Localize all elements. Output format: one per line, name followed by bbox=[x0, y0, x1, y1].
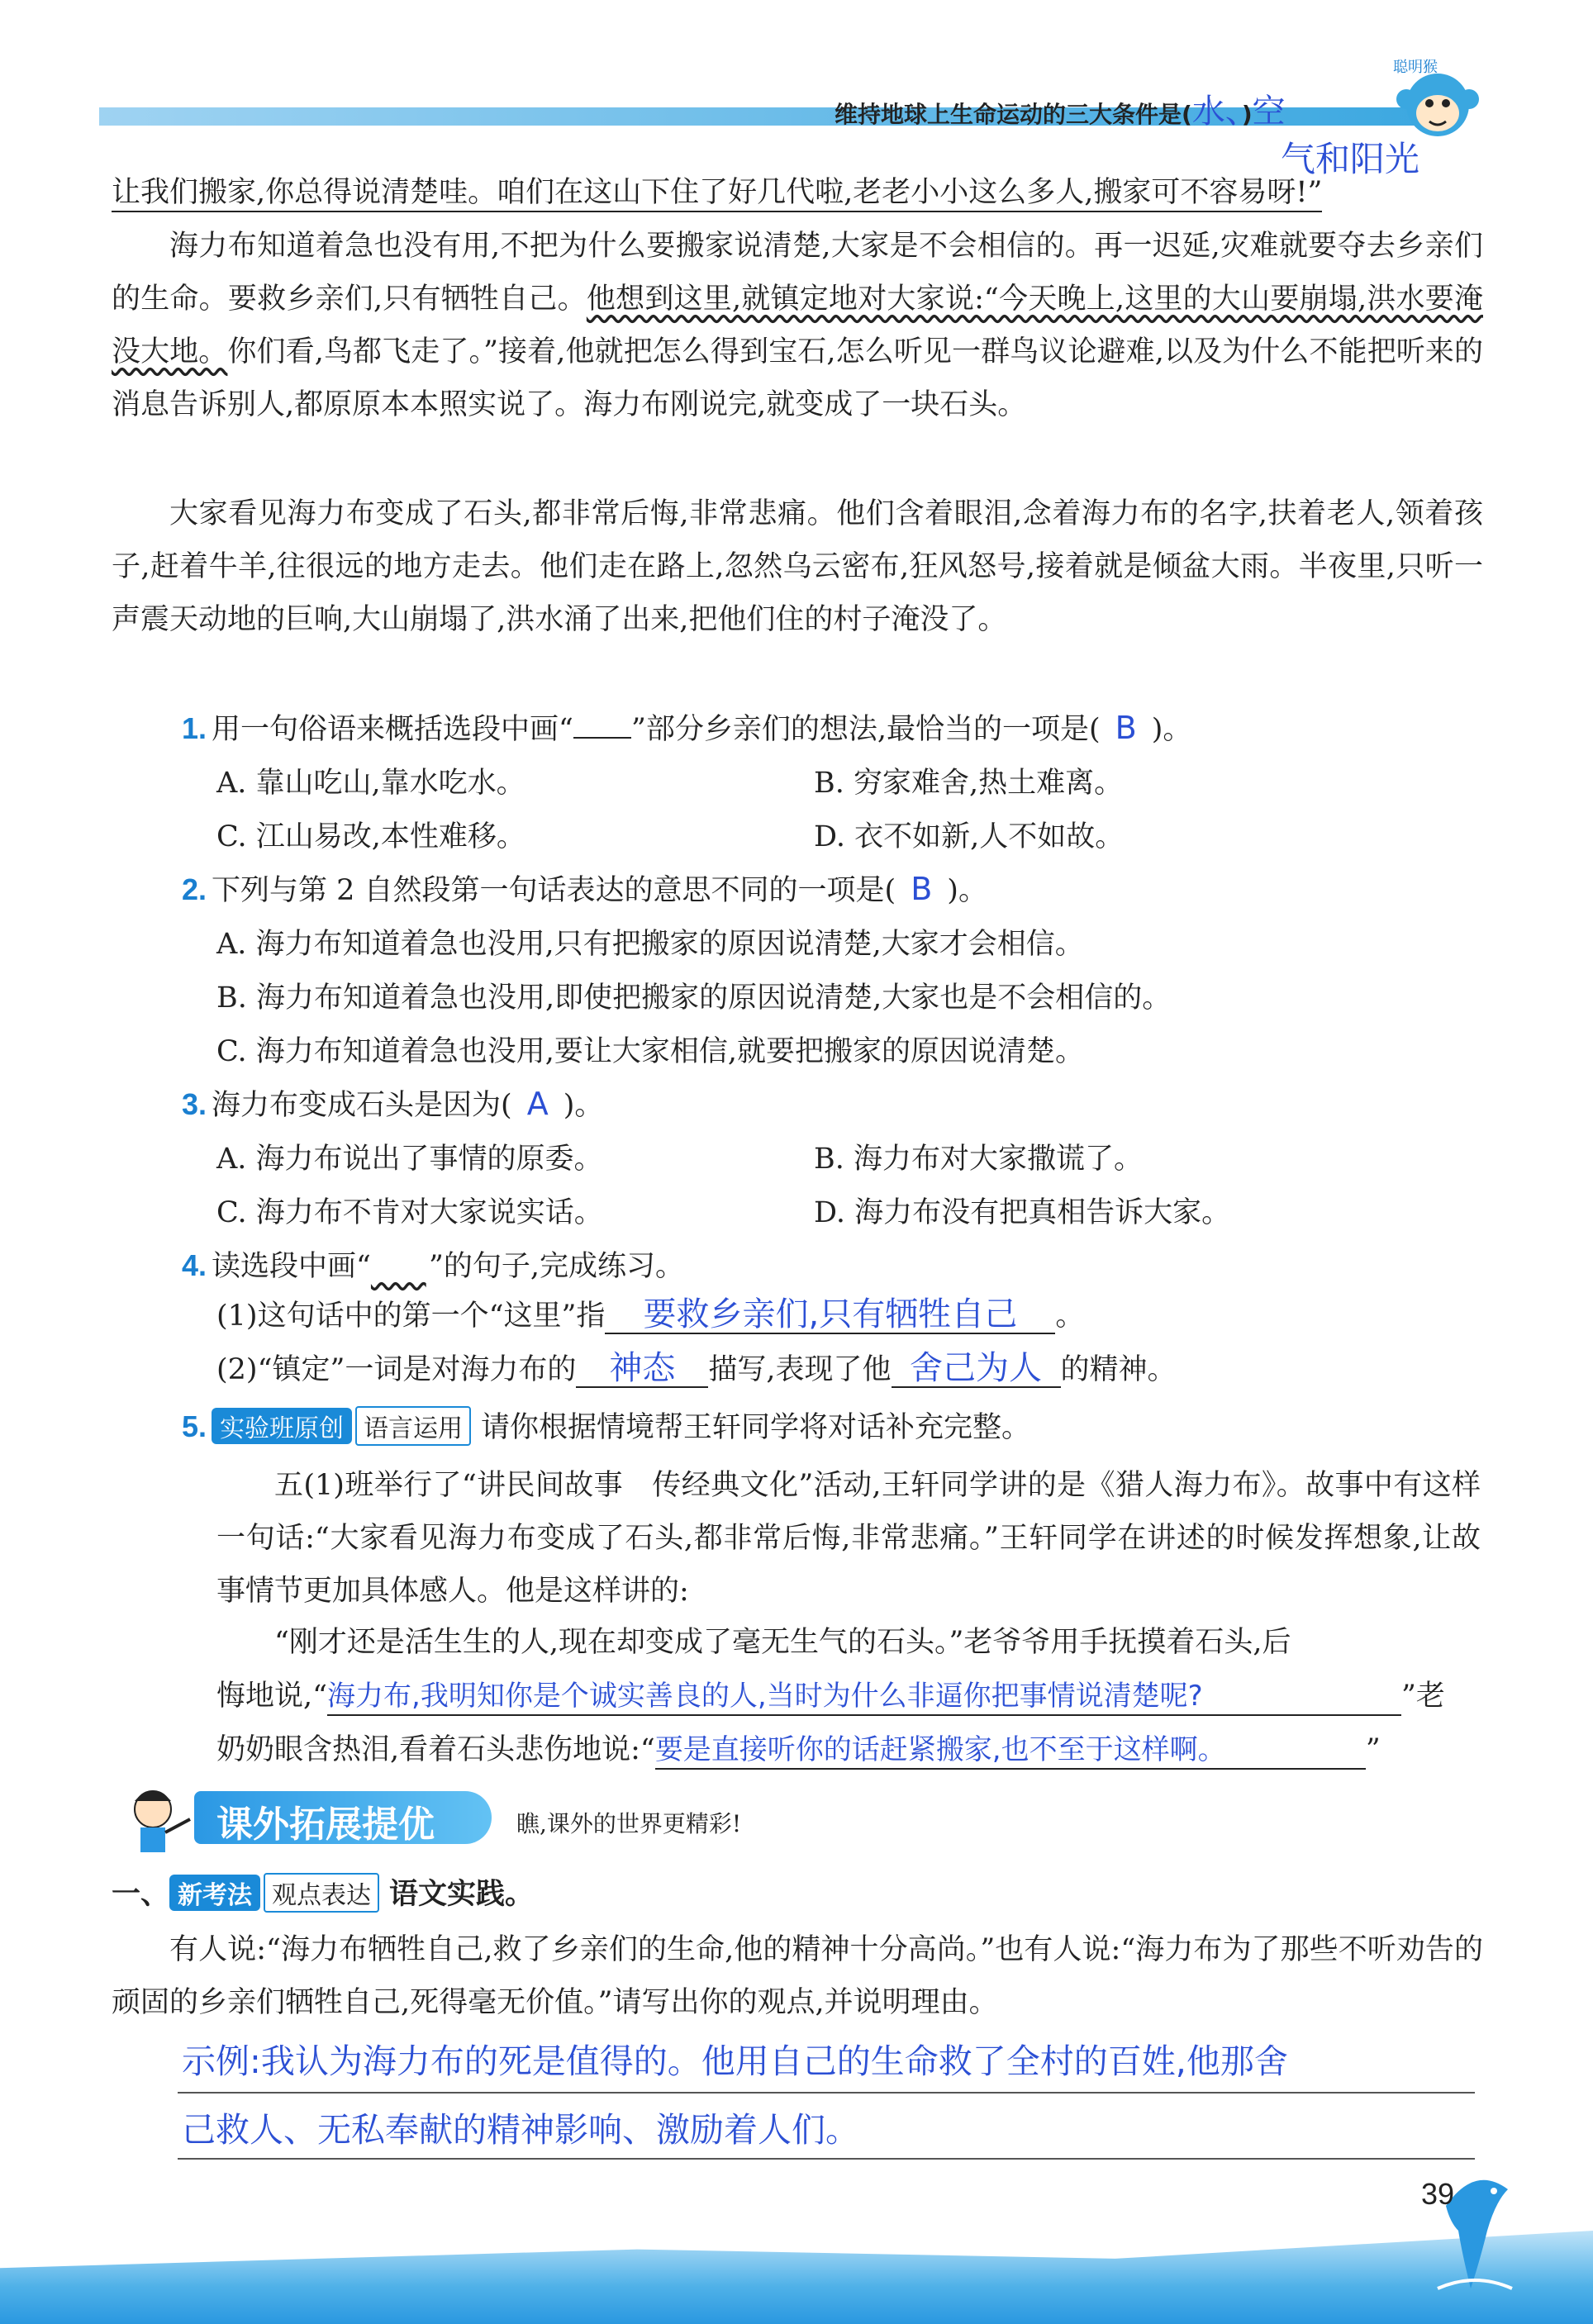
q5-tag-original: 实验班原创 bbox=[212, 1408, 352, 1444]
q4-stem-b: ”的句子,完成练习。 bbox=[428, 1250, 684, 1283]
passage-line-1 bbox=[112, 169, 1322, 211]
q1-number: 1. bbox=[182, 711, 207, 745]
ext-number: 一、 bbox=[112, 1878, 170, 1911]
q4-s1-end: 。 bbox=[1055, 1300, 1085, 1333]
q4-s2-text-b: 描写,表现了他 bbox=[708, 1353, 892, 1386]
q2-option-c: C. 海力布知道着急也没用,要让大家相信,就要把搬家的原因说清楚。 bbox=[216, 1035, 1085, 1068]
q4-sub-2 bbox=[216, 1347, 1177, 1388]
q5-line-1 bbox=[216, 1673, 1445, 1716]
q5-l2-text-a: 奶奶眼含热泪,看着石头悲伤地说:“ bbox=[216, 1733, 655, 1766]
header-tip-answer-cont: 空 bbox=[1252, 93, 1286, 131]
passage-paragraph-2 bbox=[112, 220, 1483, 431]
logo-text: 聪明猴 bbox=[1393, 59, 1438, 76]
question-2 bbox=[182, 867, 987, 909]
page-number: 39 bbox=[1421, 2177, 1455, 2211]
q4-stem-a: 读选段中画“ bbox=[212, 1250, 371, 1283]
q1-answer: B bbox=[1115, 710, 1137, 746]
ext-answer-line-1: 示例:我认为海力布的死是值得的。他用自己的生命救了全村的百姓,他那舍 bbox=[182, 2041, 1288, 2081]
q3-answer: A bbox=[526, 1086, 549, 1122]
header-tip bbox=[835, 85, 1286, 132]
q4-number: 4. bbox=[182, 1248, 207, 1282]
q5-context-2: “刚才还是活生生的人,现在却变成了毫无生气的石头。”老爷爷用手抚摸着石头,后 bbox=[274, 1626, 1291, 1659]
q4-s2-answer-2: 舍己为人 bbox=[892, 1350, 1061, 1388]
p2-wavy-sentence: 他想到这里,就镇定地对大家说:“今天晚上,这里的大山要崩塌,洪水要淹没大地。 bbox=[112, 283, 1483, 368]
passage-line-1-text: 让我们搬家,你总得说清楚哇。咱们在这山下住了好几代啦,老老小小这么多人,搬家可不容易呀!” bbox=[112, 176, 1322, 212]
q5-stem: 请你根据情境帮王轩同学将对话补充完整。 bbox=[481, 1411, 1031, 1444]
q1-option-c: C. 江山易改,本性难移。 bbox=[216, 820, 525, 853]
q5-context: 五(1)班举行了“讲民间故事 传经典文化”活动,王轩同学讲的是《猎人海力布》。故事中有这样一句话:“大家看见海力布变成了石头,都非常后悔,非常悲痛。”王轩同学在讲述的时候发挥想象,让故事情节更加具体感人。他是这样讲的: bbox=[216, 1469, 1481, 1608]
q1-option-a: A. 靠山吃山,靠水吃水。 bbox=[216, 767, 525, 800]
p2-text-a: 海力布知道着急也没有用,不把为什么要搬家说清楚,大家是不会相信的。再一迟延,灾难就要夺去乡亲们的生命。要救乡亲们,只有牺牲自己。 bbox=[112, 230, 1483, 316]
question-5 bbox=[182, 1404, 1030, 1446]
ext-prompt: 有人说:“海力布牺牲自己,救了乡亲们的生命,他的精神十分高尚。”也有人说:“海力布为了那些不听劝告的顽固的乡亲们牺牲自己,死得毫无价值。”请写出你的观点,并说明理由。 bbox=[112, 1933, 1483, 2019]
question-1 bbox=[182, 706, 1191, 748]
kid-mascot-icon bbox=[107, 1776, 198, 1859]
q5-l1-answer: 海力布,我明知你是个诚实善良的人,当时为什么非逼你把事情说清楚呢? bbox=[327, 1678, 1401, 1716]
q5-l2-text-b: ” bbox=[1365, 1733, 1381, 1766]
ext-tag-new: 新考法 bbox=[169, 1875, 260, 1911]
ext-heading bbox=[112, 1871, 534, 1913]
q3-number: 3. bbox=[182, 1087, 207, 1121]
ext-title: 语文实践。 bbox=[389, 1878, 535, 1911]
q2-answer: B bbox=[911, 871, 933, 907]
q3-stem-b: )。 bbox=[563, 1089, 604, 1122]
q1-underline-sample bbox=[573, 737, 631, 739]
q5-line-2 bbox=[216, 1727, 1381, 1770]
q5-tag-language: 语言运用 bbox=[355, 1406, 471, 1446]
q4-s1-text: (1)这句话中的第一个“这里”指 bbox=[216, 1300, 606, 1333]
p2-text-b: 你们看,鸟都飞走了。”接着,他就把怎么得到宝石,怎么听见一群鸟议论避难,以及为什么不能把听来的消息告诉别人,都原原本本照实说了。海力布刚说完,就变成了一块石头。 bbox=[112, 335, 1483, 421]
q1-stem-a: 用一句俗语来概括选段中画“ bbox=[212, 713, 573, 746]
header-tip-answer-2: 气和阳光 bbox=[1281, 139, 1420, 179]
q2-option-a: A. 海力布知道着急也没用,只有把搬家的原因说清楚,大家才会相信。 bbox=[216, 928, 1084, 961]
section-title: 课外拓展提优 bbox=[216, 1804, 435, 1846]
q3-option-b: B. 海力布对大家撒谎了。 bbox=[814, 1143, 1143, 1176]
q4-s2-answer-1: 神态 bbox=[576, 1350, 708, 1388]
q1-option-d: D. 衣不如新,人不如故。 bbox=[814, 820, 1125, 853]
section-subtitle: 瞧,课外的世界更精彩! bbox=[516, 1810, 742, 1837]
monkey-logo-icon bbox=[1388, 54, 1479, 153]
q4-s1-answer: 要救乡亲们,只有牺牲自己 bbox=[605, 1296, 1055, 1334]
q2-stem-a: 下列与第 2 自然段第一句话表达的意思不同的一项是( bbox=[212, 874, 896, 907]
q2-stem-b: )。 bbox=[947, 874, 987, 907]
header-tip-suffix: ) bbox=[1241, 101, 1253, 128]
q3-stem-a: 海力布变成石头是因为( bbox=[212, 1089, 512, 1122]
q3-option-c: C. 海力布不肯对大家说实话。 bbox=[216, 1196, 603, 1229]
ext-rule-2 bbox=[178, 2158, 1475, 2160]
q5-number: 5. bbox=[182, 1409, 207, 1443]
header-tip-prefix: 维持地球上生命运动的三大条件是( bbox=[835, 101, 1192, 128]
question-4 bbox=[182, 1243, 684, 1285]
q1-option-b: B. 穷家难舍,热土难离。 bbox=[814, 767, 1124, 800]
q1-stem-b: ”部分乡亲们的想法,最恰当的一项是( bbox=[630, 713, 1101, 746]
passage-paragraph-3: 大家看见海力布变成了石头,都非常后悔,非常悲痛。他们含着眼泪,念着海力布的名字,扶着老人,领着孩子,赶着牛羊,往很远的地方走去。他们走在路上,忽然乌云密布,狂风怒号,接着就是倾盆大雨。半夜里,只听一声震天动地的巨响,大山崩塌了,洪水涌了出来,把他们住的村子淹没了。 bbox=[112, 497, 1483, 636]
q5-l2-answer: 要是直接听你的话赶紧搬家,也不至于这样啊。 bbox=[655, 1732, 1366, 1770]
q3-option-a: A. 海力布说出了事情的原委。 bbox=[216, 1143, 603, 1176]
q4-s2-text-a: (2)“镇定”一词是对海力布的 bbox=[216, 1353, 577, 1386]
q3-option-d: D. 海力布没有把真相告诉大家。 bbox=[814, 1196, 1231, 1229]
q4-sub-1 bbox=[216, 1293, 1084, 1334]
header-tip-answer-1: 水、 bbox=[1191, 93, 1242, 131]
q5-l1-text-b: ”老 bbox=[1401, 1680, 1445, 1713]
q2-option-b: B. 海力布知道着急也没用,即使把搬家的原因说清楚,大家也是不会相信的。 bbox=[216, 981, 1172, 1015]
q4-s2-text-c: 的精神。 bbox=[1060, 1353, 1177, 1386]
footer-bar bbox=[0, 2231, 1593, 2324]
ext-tag-opinion: 观点表达 bbox=[264, 1873, 379, 1913]
ext-rule-1 bbox=[178, 2092, 1475, 2094]
q1-stem-c: )。 bbox=[1151, 713, 1192, 746]
q5-l1-text-a: 悔地说,“ bbox=[216, 1680, 328, 1713]
question-3 bbox=[182, 1082, 603, 1124]
ext-answer-line-2: 己救人、无私奉献的精神影响、激励着人们。 bbox=[182, 2110, 859, 2150]
q2-number: 2. bbox=[182, 872, 207, 906]
